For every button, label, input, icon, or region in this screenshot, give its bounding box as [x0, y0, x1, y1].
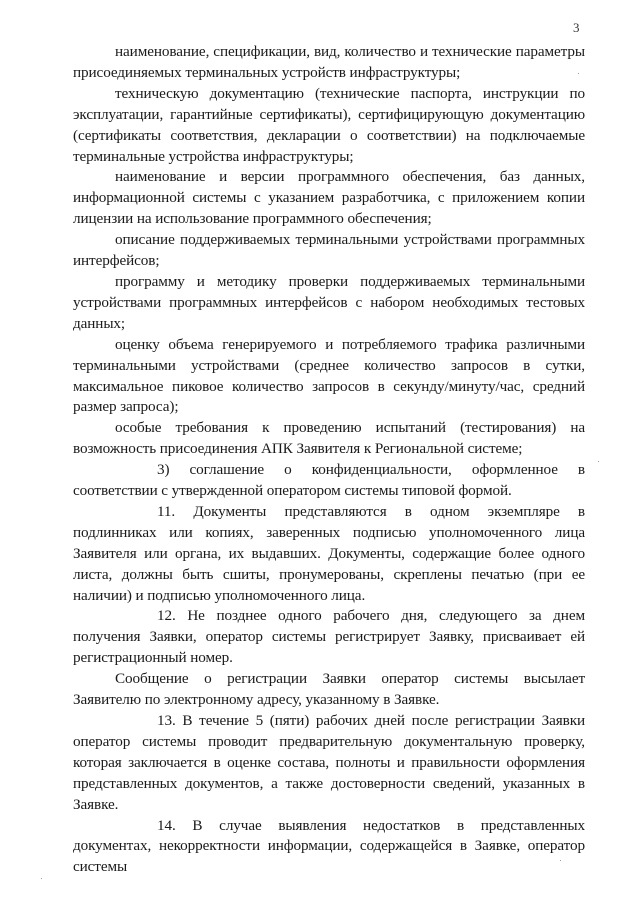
- page-number: 3: [573, 20, 580, 35]
- item-number: 3): [157, 461, 170, 479]
- paragraph: [73, 42, 585, 84]
- paragraph: [73, 230, 585, 272]
- paragraph-text: В течение 5 (пяти) рабочих дней после регистрации Заявки оператор системы проводит предварительную документальную проверку, которая заключается в оценке состава, полноты и правильности оформления представленных документов, а также достоверности сведений, указанных в Заявке.: [73, 712, 586, 813]
- numbered-paragraph: [73, 816, 585, 879]
- scan-speck: [578, 73, 579, 74]
- paragraph: [73, 335, 585, 419]
- paragraph: [73, 418, 585, 460]
- numbered-paragraph: [73, 460, 585, 502]
- numbered-paragraph: [73, 606, 585, 669]
- paragraph-text: описание поддерживаемых терминальными устройствами программных интерфейсов;: [73, 231, 585, 270]
- paragraph-text: техническую документацию (технические паспорта, инструкции по эксплуатации, гарантийные сертификаты), сертифицирующую документацию (сертификаты соответствия, декларации о соответствии) на подключаемые терминальные устройства инфраструктуры;: [73, 84, 585, 165]
- scan-speck: [41, 878, 42, 879]
- paragraph-text: наименование, спецификации, вид, количество и технические параметры присоединяемых терминальных устройств инфраструктуры;: [73, 43, 585, 81]
- paragraph-text: программу и методику проверки поддерживаемых терминальными устройствами программных интерфейсов с набором необходимых тестовых данных;: [73, 272, 585, 332]
- paragraph: [73, 84, 585, 168]
- paragraph-text: В случае выявления недостатков в представленных документах, некорректности информации, содержащейся в Заявке, оператор системы: [73, 816, 586, 876]
- scan-speck: [560, 860, 561, 861]
- item-number: 12.: [157, 607, 176, 625]
- scan-speck: [598, 461, 599, 462]
- paragraph-text: наименование и версии программного обеспечения, баз данных, информационной системы с указанием разработчика, с приложением копии лицензии на использование программного обеспечения;: [73, 168, 585, 228]
- paragraph-text: Не позднее одного рабочего дня, следующего за днем получения Заявки, оператор системы регистрирует Заявку, присваивает ей регистрационный номер.: [73, 607, 585, 667]
- document-body: [73, 42, 585, 878]
- numbered-paragraph: [73, 502, 585, 607]
- paragraph-text: соглашение о конфиденциальности, оформленное в соответствии с утвержденной оператором системы типовой формой.: [73, 461, 585, 500]
- paragraph: [73, 167, 585, 230]
- paragraph-text: Сообщение о регистрации Заявки оператор системы высылает Заявителю по электронному адресу, указанному в Заявке.: [73, 670, 585, 709]
- numbered-paragraph: [73, 711, 585, 816]
- paragraph-text: оценку объема генерируемого и потребляемого трафика различными терминальными устройствами (среднее количество запросов в сутки, максимальное пиковое количество запросов в секунду/минуту/час, средний размер запроса);: [73, 335, 585, 416]
- paragraph: [73, 669, 585, 711]
- item-number: 13.: [157, 712, 176, 729]
- item-number: 14.: [157, 816, 176, 834]
- paragraph-text: Документы представляются в одном экземпляре в подлинниках или копиях, заверенных подписью уполномоченного лица Заявителя или органа, их выдавших. Документы, содержащие более одного листа, должны быть сшиты, пронумерованы, скреплены печатью (при ее наличии) и подписью уполномоченного лица.: [73, 502, 585, 604]
- item-number: 11.: [157, 502, 176, 520]
- paragraph-text: особые требования к проведению испытаний (тестирования) на возможность присоединения АПК Заявителя к Региональной системе;: [73, 419, 585, 458]
- paragraph: [73, 272, 585, 335]
